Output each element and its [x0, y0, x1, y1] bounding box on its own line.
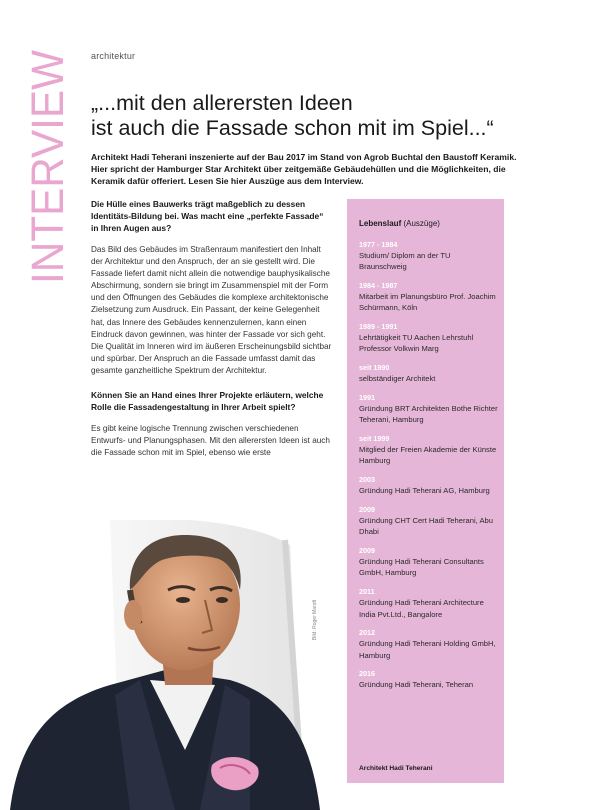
cv-title-sub: (Auszüge) [403, 219, 440, 228]
cv-entry-year: 1977 - 1984 [359, 240, 398, 249]
cv-entry-year: seit 1999 [359, 434, 390, 444]
cv-entry-year: 1989 - 1991 [359, 322, 398, 332]
headline-line-1: „...mit den allerersten Ideen [91, 91, 353, 115]
cv-entry-year: 2011 [359, 587, 375, 597]
answer-2: Es gibt keine logische Trennung zwischen verschiedenen Entwurfs- und Planungsphasen. Mit den allerersten Ideen ist auch die Fassade schon mit im Spiel, ebenso wie erste [91, 424, 330, 458]
cv-sidebar [347, 199, 504, 783]
section-label: architektur [91, 51, 136, 61]
cv-entry-text: Gründung Hadi Teherani Consultants GmbH, Hamburg [359, 557, 484, 578]
vertical-title-text: INTERVIEW [22, 48, 72, 284]
cv-entry [359, 586, 499, 620]
headline-line-2: ist auch die Fassade schon mit im Spiel...“ [91, 116, 494, 140]
cv-entry-year: 1984 - 1987 [359, 281, 398, 291]
cv-entry-text: Gründung CHT Cert Hadi Teherani, Abu Dhabi [359, 516, 493, 537]
headline [91, 91, 571, 141]
cv-entry-year: 2003 [359, 475, 375, 485]
question-1: Die Hülle eines Bauwerks trägt maßgeblich zu dessen Identitäts-Bildung bei. Was macht eine „perfekte Fassade“ in Ihren Augen aus? [91, 199, 324, 233]
cv-entry-year: 2016 [359, 669, 375, 679]
cv-entry-text: Mitarbeit im Planungsbüro Prof. Joachim Schürmann, Köln [359, 292, 496, 313]
cv-entry-text: selbständiger Architekt [359, 374, 436, 384]
cv-entry-text: Gründung Hadi Teherani Architecture India Pvt.Ltd., Bangalore [359, 598, 484, 619]
cv-entry [359, 392, 499, 426]
cv-entry-year: 2009 [359, 546, 375, 556]
cv-entry [359, 474, 499, 496]
cv-entry [359, 504, 499, 538]
photo-credit: Bild: Roger Mandt [312, 599, 318, 640]
vertical-section-title [22, 48, 72, 286]
cv-entry-text: Lehrtätigkeit TU Aachen Lehrstuhl Professor Volkwin Marg [359, 333, 474, 354]
cv-entry [359, 627, 499, 661]
cv-title [359, 219, 440, 228]
cv-entry-year: 2009 [359, 505, 375, 515]
cv-entry-list [359, 239, 499, 698]
cv-entry [359, 668, 499, 690]
cv-entry [359, 545, 499, 579]
portrait-photo [0, 520, 332, 810]
cv-entry-text: Gründung Hadi Teherani, Teheran [359, 680, 474, 690]
question-2: Können Sie an Hand eines Ihrer Projekte erläutern, welche Rolle die Fassadengestaltung in Ihrer Arbeit spielt? [91, 390, 324, 413]
photo-caption: Architekt Hadi Teherani [359, 765, 433, 772]
cv-entry-year: 1991 [359, 393, 375, 403]
cv-entry-text: Gründung Hadi Teherani AG, Hamburg [359, 486, 490, 496]
cv-entry-text: Gründung Hadi Teherani Holding GmbH, Hamburg [359, 639, 496, 660]
cv-entry-year: 2012 [359, 628, 375, 638]
cv-entry [359, 239, 499, 273]
cv-entry-text: Mitglied der Freien Akademie der Künste Hamburg [359, 445, 497, 466]
cv-entry [359, 280, 499, 314]
cv-entry [359, 321, 499, 355]
lead-paragraph: Architekt Hadi Teherani inszenierte auf der Bau 2017 im Stand von Agrob Buchtal den Baustoff Keramik. Hier spricht der Hamburger Star Architekt über zeitgemäße Gebäudehüllen und die Möglichkeiten, die Keramik dafür offeriert. Lesen Sie hier Auszüge aus dem Interview. [91, 152, 517, 187]
cv-entry-text: Studium/ Diplom an der TU Braunschweig [359, 251, 451, 272]
cv-entry-year: seit 1990 [359, 363, 390, 373]
interview-column [91, 198, 333, 471]
cv-entry [359, 362, 499, 384]
answer-1: Das Bild des Gebäudes im Straßenraum manifestiert den Inhalt der Architektur und den Anspruch, der an sie gestellt wird. Die Fassade liefert damit nicht allein die notwendige bauphysikalische Abschirmung, sondern sie bringt im Zusammenspiel mit der Form und den Öffnungen des Gebäudes die komplexe architektonische Zielsetzung zum Ausdruck. Ein Passant, der keine Gelegenheit hat, das Innere des Gebäudes kennenzulernen, kann einen Eindruck davon gewinnen, was hinter der Fassade vor sich geht. Die Qualität im Inneren wird im äußeren Erscheinungsbild sichtbar und spürbar. Der Anspruch an die Fassade umfasst damit das gesamte ganzheitliche Spektrum der Architektur. [91, 245, 332, 375]
cv-title-main: Lebenslauf [359, 219, 402, 228]
cv-entry-text: Gründung BRT Architekten Bothe Richter Teherani, Hamburg [359, 404, 498, 425]
cv-entry [359, 433, 499, 467]
